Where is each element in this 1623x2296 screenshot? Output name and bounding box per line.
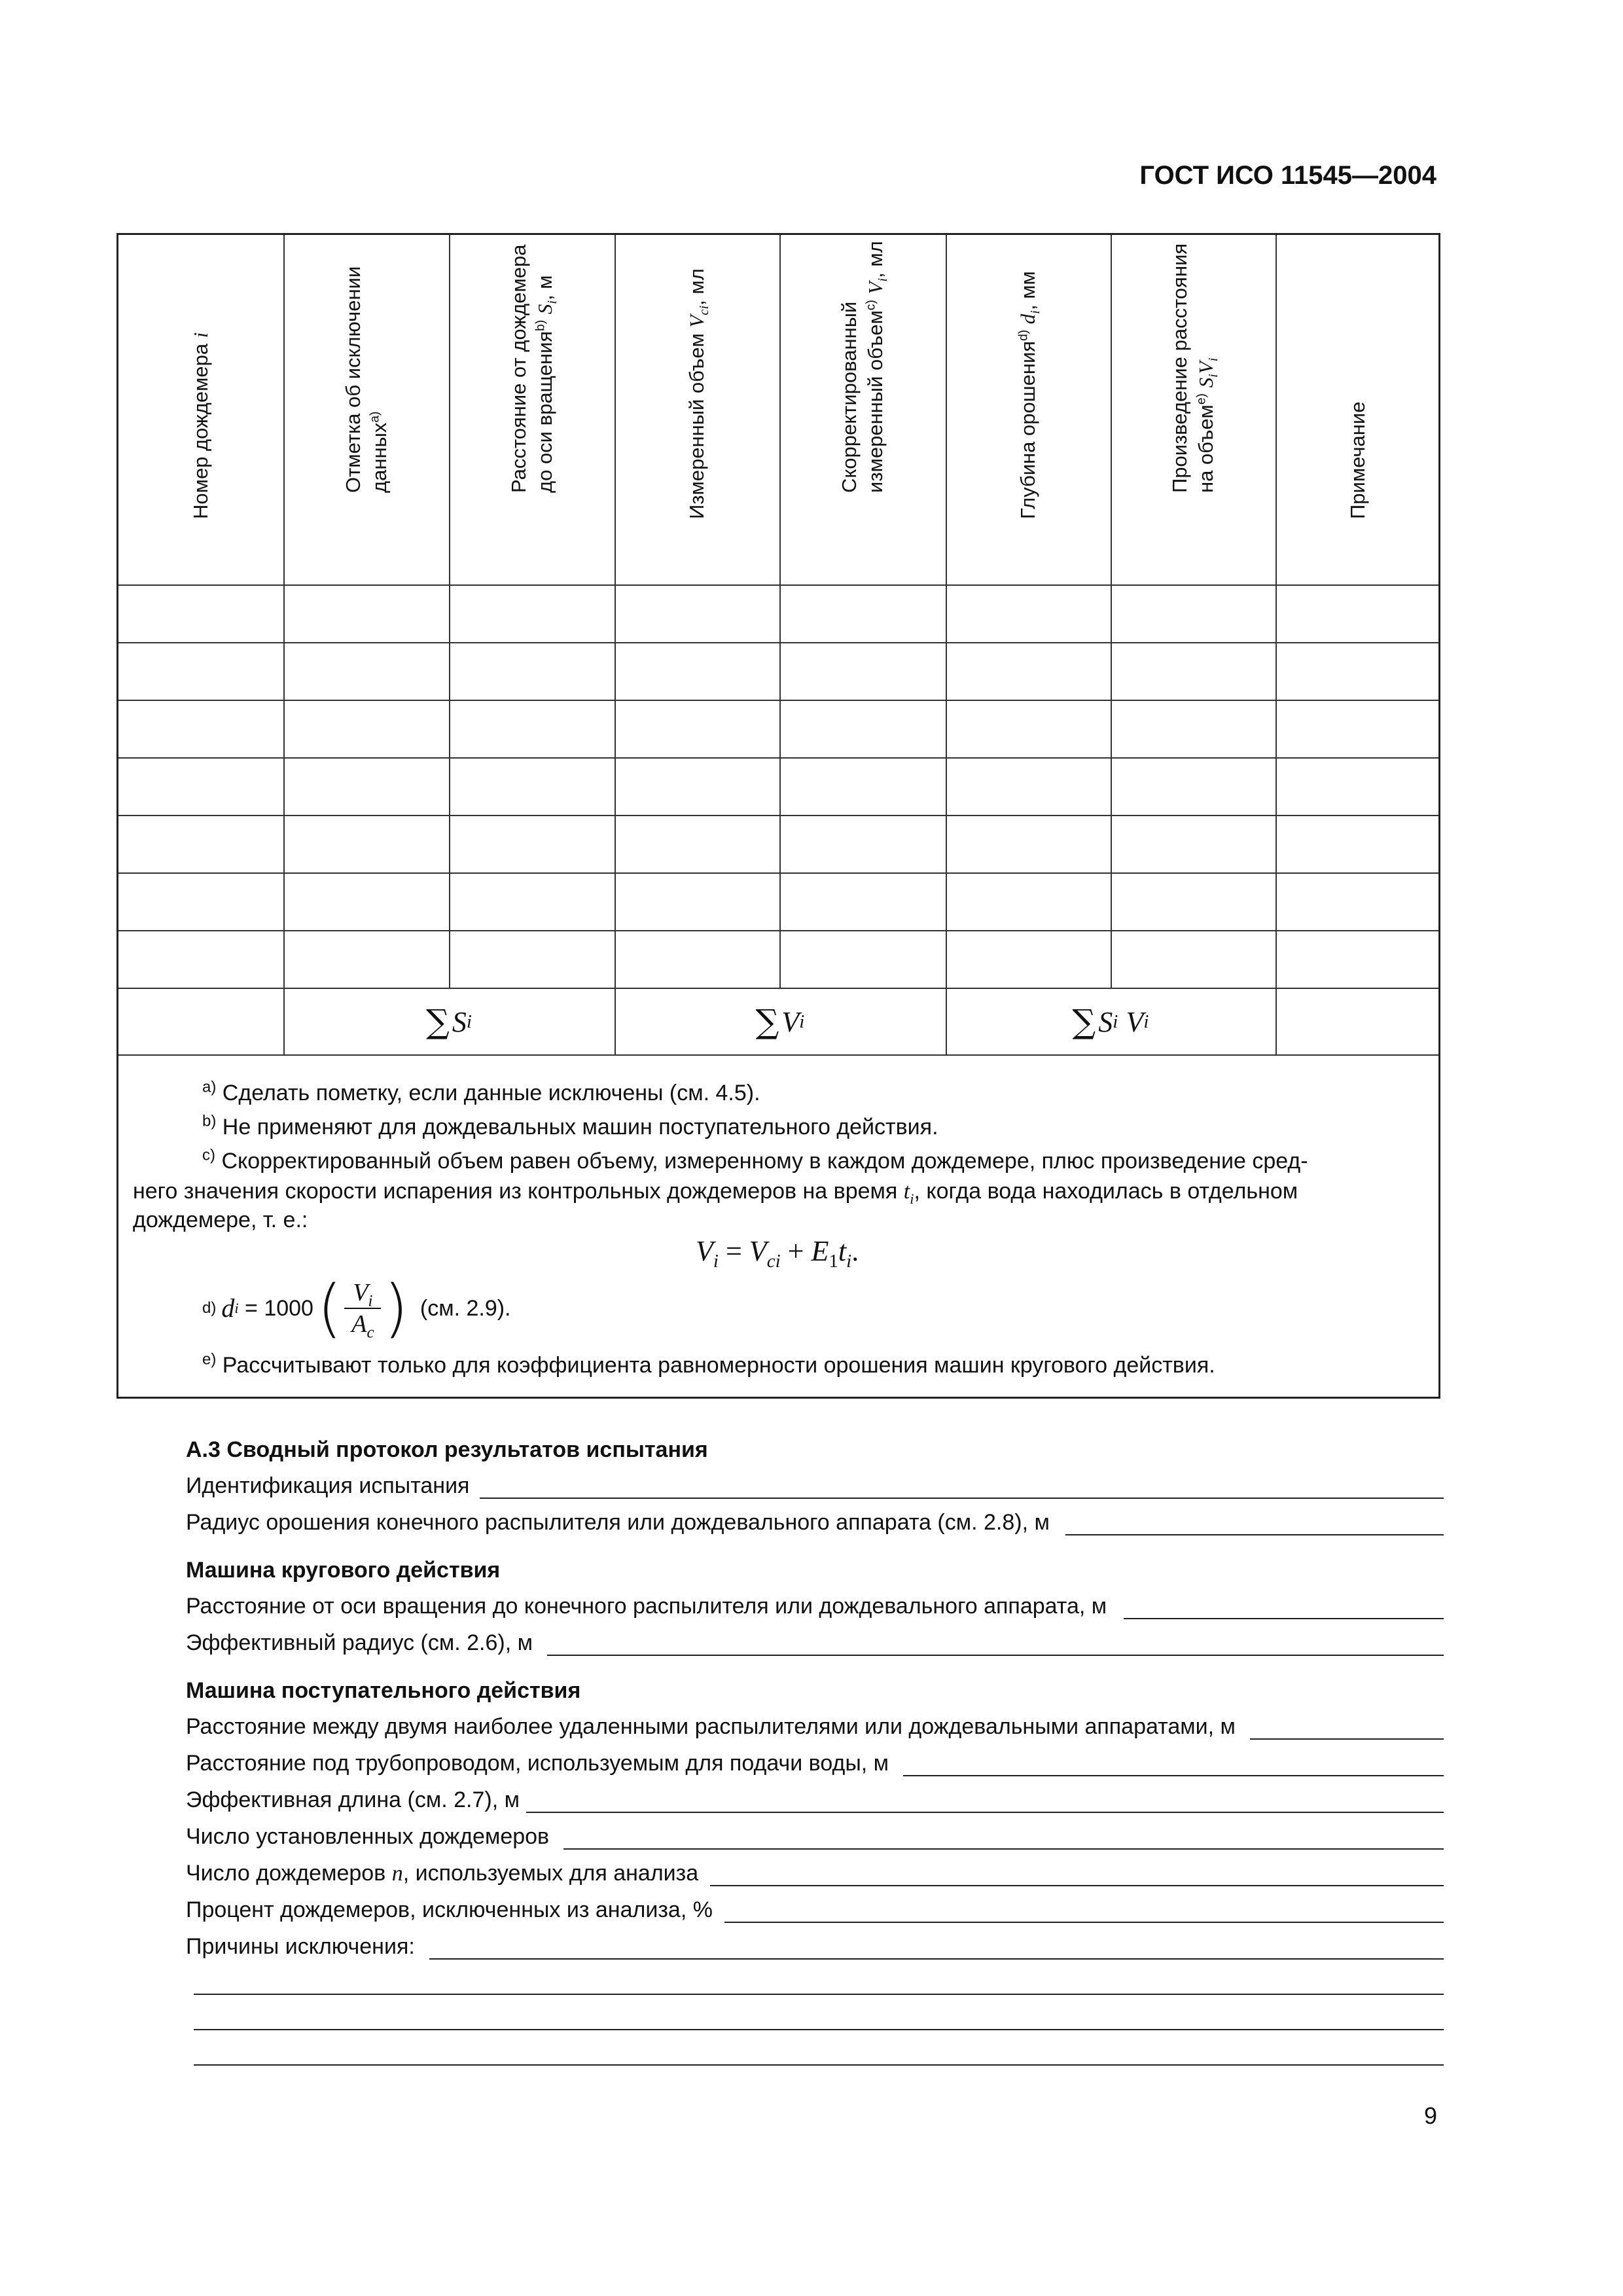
column-header-measured-volume: Измеренный объем $V_{ci}$, мл: [685, 268, 712, 519]
fill-line[interactable]: [429, 1939, 1444, 1960]
column-header-note: Примечание: [1346, 401, 1369, 519]
heading-linear: Машина поступательного действия: [186, 1678, 581, 1703]
field-linear-pipe-distance: Расстояние под трубопроводом, используемым для подачи воды, м: [186, 1748, 1444, 1776]
fill-line[interactable]: [526, 1792, 1444, 1813]
footnote-c-formula: $V_i = V_{ci} + E_1t_i$.: [696, 1235, 859, 1272]
section-title: А.3 Сводный протокол результатов испытания: [186, 1437, 708, 1462]
table-rule: [118, 872, 1438, 874]
blank-line[interactable]: [194, 2064, 1444, 2066]
fill-line[interactable]: [563, 1829, 1444, 1850]
fill-line[interactable]: [1250, 1719, 1444, 1740]
footnote-a: $^{а)}$ Сделать пометку, если данные исключены (см. 4.5).: [202, 1078, 760, 1105]
footnote-c-line1: $^{c)}$ Скорректированный объем равен объему, измеренному в каждом дождемере, плюс произведение сред-: [202, 1146, 1308, 1174]
sum-distance-volume: ∑ S i V i: [1072, 1003, 1149, 1041]
field-identification: Идентификация испытания: [186, 1470, 1444, 1499]
column-header-distance: Расстояние от дождемера до оси вращения$^{b)}$ $S_i$, м: [507, 244, 560, 493]
field-linear-sprinkler-distance: Расстояние между двумя наиболее удаленными распылителями или дождевальными аппаратами, м: [186, 1711, 1444, 1740]
table-rule: [118, 1054, 1438, 1056]
column-header-gauge-number: Номер дождемера i: [189, 332, 212, 519]
page-number: 9: [1424, 2102, 1438, 2129]
footnote-d: d) d i = 1000 ( $V_i$ $A_c$ ) (см. 2.9).: [202, 1272, 511, 1345]
footnote-e: $^{e)}$ Рассчитывают только для коэффициента равномерности орошения машин кругового действия.: [202, 1350, 1215, 1378]
footnote-b: $^{b)}$ Не применяют для дождевальных машин поступательного действия.: [202, 1112, 938, 1139]
field-circular-distance: Расстояние от оси вращения до конечного распылителя или дождевального аппарата, м: [186, 1590, 1444, 1619]
fill-line[interactable]: [1065, 1515, 1444, 1535]
column-header-exclusion-mark: Отметка об исключении данных$^{а)}$: [341, 266, 391, 493]
column-header-corrected-volume: Скорректированный измеренный объем$^{c)}$ $V_i$, мл: [838, 241, 891, 493]
column-header-distance-volume-product: Произведение расстояния на объем$^{e)}$ $S_iV_i$: [1168, 243, 1221, 493]
blank-line[interactable]: [194, 2029, 1444, 2030]
field-percent-excluded: Процент дождемеров, исключенных из анализа, %: [186, 1894, 1444, 1923]
field-gauges-used: Число дождемеров n, используемых для анализа: [186, 1857, 1444, 1886]
sum-distance: ∑ S i: [426, 1003, 472, 1041]
fill-line[interactable]: [480, 1478, 1444, 1499]
fill-line[interactable]: [547, 1635, 1444, 1656]
field-gauges-installed: Число установленных дождемеров: [186, 1821, 1444, 1850]
document-header: ГОСТ ИСО 11545—2004: [1139, 161, 1436, 190]
sum-volume: ∑ V i: [755, 1003, 805, 1041]
table-rule: [118, 584, 1438, 586]
table-rule: [118, 930, 1438, 931]
field-radius: Радиус орошения конечного распылителя или дождевального аппарата (см. 2.8), м: [186, 1507, 1444, 1535]
field-effective-radius: Эффективный радиус (см. 2.6), м: [186, 1627, 1444, 1656]
table-rule: [118, 700, 1438, 701]
fraction: $V_i$ $A_c$: [344, 1278, 381, 1339]
footnote-c-line2: него значения скорости испарения из контрольных дождемеров на время $t_i$, когда вода находилась в отдельном: [133, 1179, 1298, 1207]
field-exclusion-reasons: Причины исключения:: [186, 1931, 1444, 1960]
fill-line[interactable]: [724, 1902, 1444, 1923]
column-header-irrigation-depth: Глубина орошения$^{d)}$ $d_i$, мм: [1016, 271, 1043, 519]
table-rule: [118, 815, 1438, 816]
fill-line[interactable]: [710, 1865, 1444, 1886]
fill-line[interactable]: [1124, 1598, 1444, 1619]
heading-circular: Машина кругового действия: [186, 1558, 501, 1583]
gauge-data-table: [116, 233, 1440, 1399]
blank-line[interactable]: [194, 1994, 1444, 1995]
field-effective-length: Эффективная длина (см. 2.7), м: [186, 1784, 1444, 1813]
fill-line[interactable]: [903, 1755, 1444, 1776]
footnote-c-line3: дождемере, т. е.:: [133, 1208, 308, 1232]
table-rule: [118, 757, 1438, 759]
table-rule: [118, 642, 1438, 643]
